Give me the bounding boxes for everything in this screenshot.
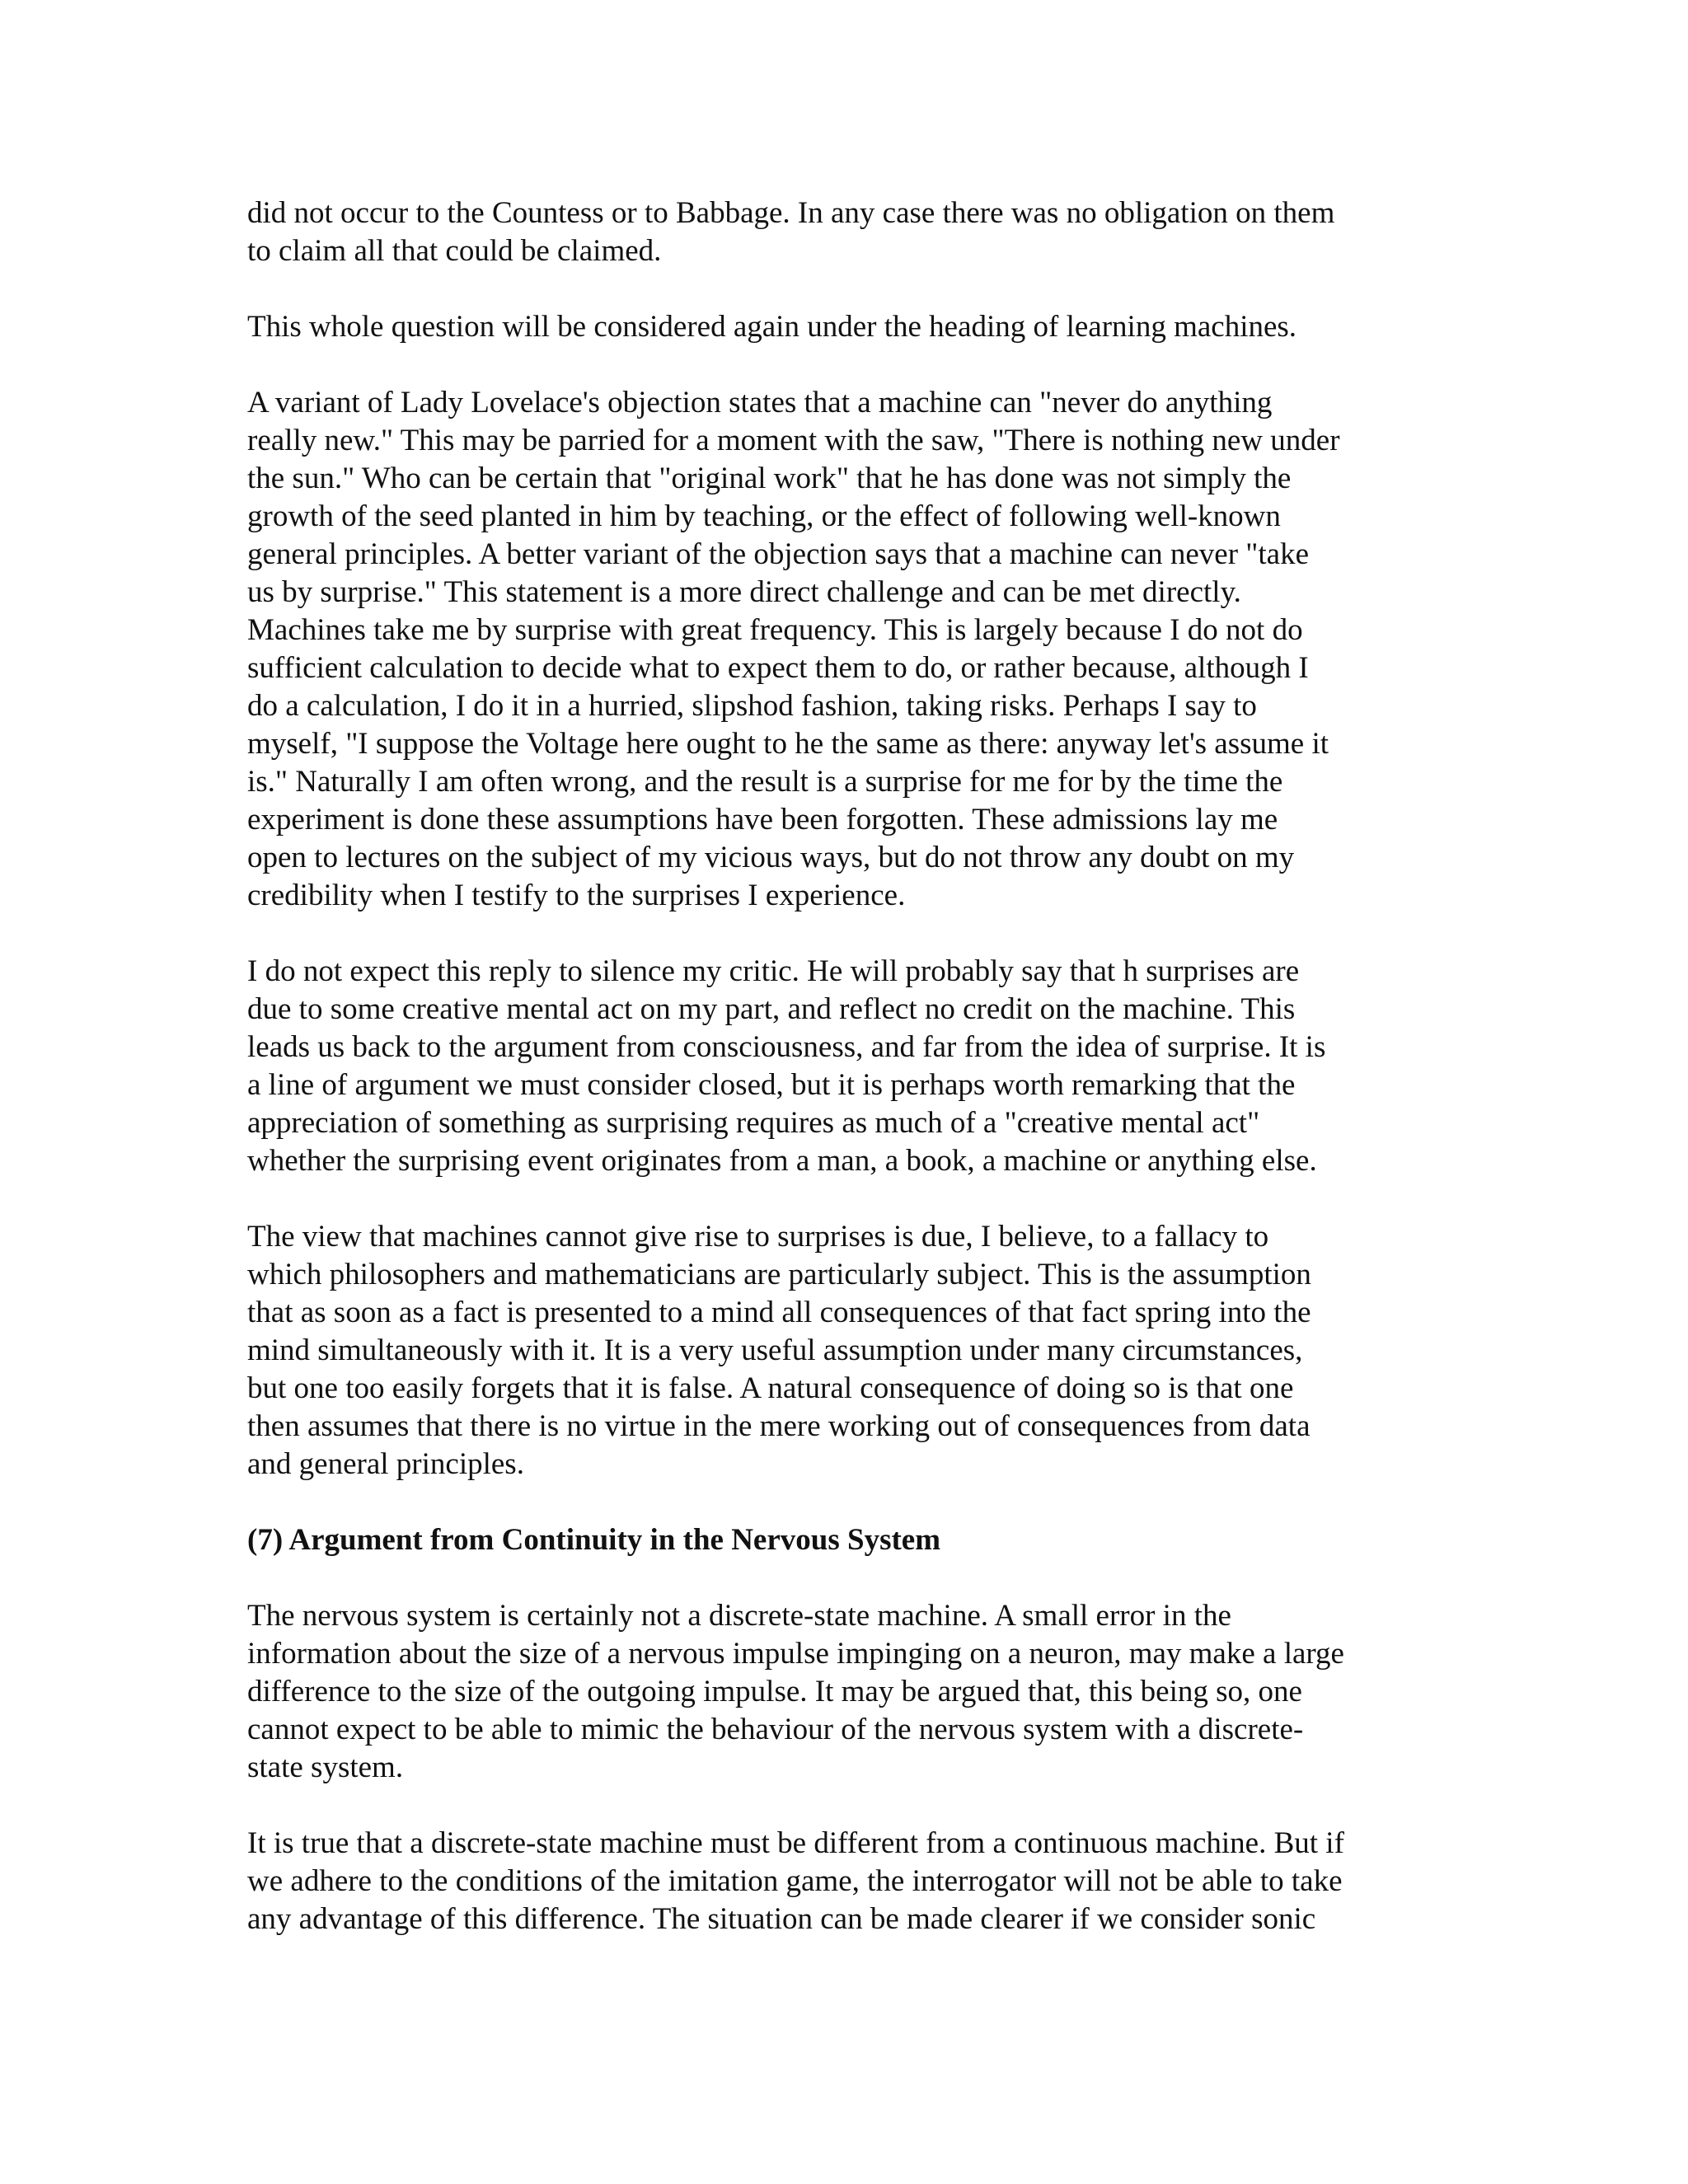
text-line: due to some creative mental act on my part, and reflect no credit on the machine. This: [247, 992, 1296, 1026]
text-line: credibility when I testify to the surprises I experience.: [247, 879, 906, 912]
document-body: [247, 194, 1451, 1976]
text-line: any advantage of this difference. The situation can be made clearer if we consider sonic: [247, 1902, 1316, 1936]
section-heading: (7) Argument from Continuity in the Nervous System: [247, 1523, 941, 1557]
text-line: information about the size of a nervous impulse impinging on a neuron, may make a large: [247, 1637, 1344, 1671]
text-line: do a calculation, I do it in a hurried, slipshod fashion, taking risks. Perhaps I say to: [247, 689, 1257, 723]
text-line: difference to the size of the outgoing impulse. It may be argued that, this being so, one: [247, 1675, 1302, 1708]
text-line: cannot expect to be able to mimic the behaviour of the nervous system with a discrete-: [247, 1713, 1304, 1746]
text-line: but one too easily forgets that it is false. A natural consequence of doing so is that one: [247, 1371, 1294, 1405]
text-line: did not occur to the Countess or to Babbage. In any case there was no obligation on them: [247, 196, 1335, 230]
text-line: sufficient calculation to decide what to expect them to do, or rather because, although I: [247, 651, 1309, 685]
paragraph: [247, 308, 1451, 346]
text-line: that as soon as a fact is presented to a mind all consequences of that fact spring into the: [247, 1296, 1311, 1329]
text-line: appreciation of something as surprising requires as much of a "creative mental act": [247, 1106, 1260, 1140]
text-line: The nervous system is certainly not a discrete-state machine. A small error in the: [247, 1599, 1231, 1633]
paragraph: [247, 1825, 1451, 1938]
paragraph: [247, 1218, 1451, 1483]
text-line: growth of the seed planted in him by teaching, or the effect of following well-known: [247, 499, 1281, 533]
text-line: mind simultaneously with it. It is a very useful assumption under many circumstances,: [247, 1333, 1303, 1367]
text-line: This whole question will be considered again under the heading of learning machines.: [247, 310, 1297, 344]
text-line: The view that machines cannot give rise to surprises is due, I believe, to a fallacy to: [247, 1220, 1269, 1254]
paragraph: [247, 384, 1451, 915]
text-line: It is true that a discrete-state machine must be different from a continuous machine. But if: [247, 1826, 1344, 1860]
text-line: is." Naturally I am often wrong, and the result is a surprise for me for by the time the: [247, 765, 1283, 799]
text-line: I do not expect this reply to silence my critic. He will probably say that h surprises are: [247, 954, 1300, 988]
text-line: then assumes that there is no virtue in the mere working out of consequences from data: [247, 1409, 1311, 1443]
text-line: myself, "I suppose the Voltage here ought to he the same as there: anyway let's assume it: [247, 727, 1329, 761]
text-line: whether the surprising event originates from a man, a book, a machine or anything else.: [247, 1144, 1317, 1178]
paragraph: [247, 953, 1451, 1180]
text-line: A variant of Lady Lovelace's objection states that a machine can "never do anything: [247, 386, 1273, 419]
paragraph: [247, 194, 1451, 270]
paragraph: [247, 1597, 1451, 1787]
text-line: us by surprise." This statement is a more direct challenge and can be met directly.: [247, 575, 1241, 609]
text-line: which philosophers and mathematicians are particularly subject. This is the assumption: [247, 1258, 1311, 1291]
text-line: to claim all that could be claimed.: [247, 234, 662, 268]
text-line: Machines take me by surprise with great frequency. This is largely because I do not do: [247, 613, 1303, 647]
text-line: the sun." Who can be certain that "original work" that he has done was not simply the: [247, 462, 1292, 495]
text-line: really new." This may be parried for a moment with the saw, "There is nothing new under: [247, 424, 1340, 457]
text-line: open to lectures on the subject of my vicious ways, but do not throw any doubt on my: [247, 841, 1295, 874]
text-line: a line of argument we must consider closed, but it is perhaps worth remarking that the: [247, 1068, 1296, 1102]
text-line: state system.: [247, 1750, 404, 1784]
text-line: general principles. A better variant of the objection says that a machine can never "take: [247, 537, 1310, 571]
text-line: leads us back to the argument from consciousness, and far from the idea of surprise. It is: [247, 1030, 1326, 1064]
text-line: experiment is done these assumptions have been forgotten. These admissions lay me: [247, 803, 1278, 837]
text-line: and general principles.: [247, 1447, 524, 1481]
text-line: we adhere to the conditions of the imitation game, the interrogator will not be able to take: [247, 1864, 1343, 1898]
